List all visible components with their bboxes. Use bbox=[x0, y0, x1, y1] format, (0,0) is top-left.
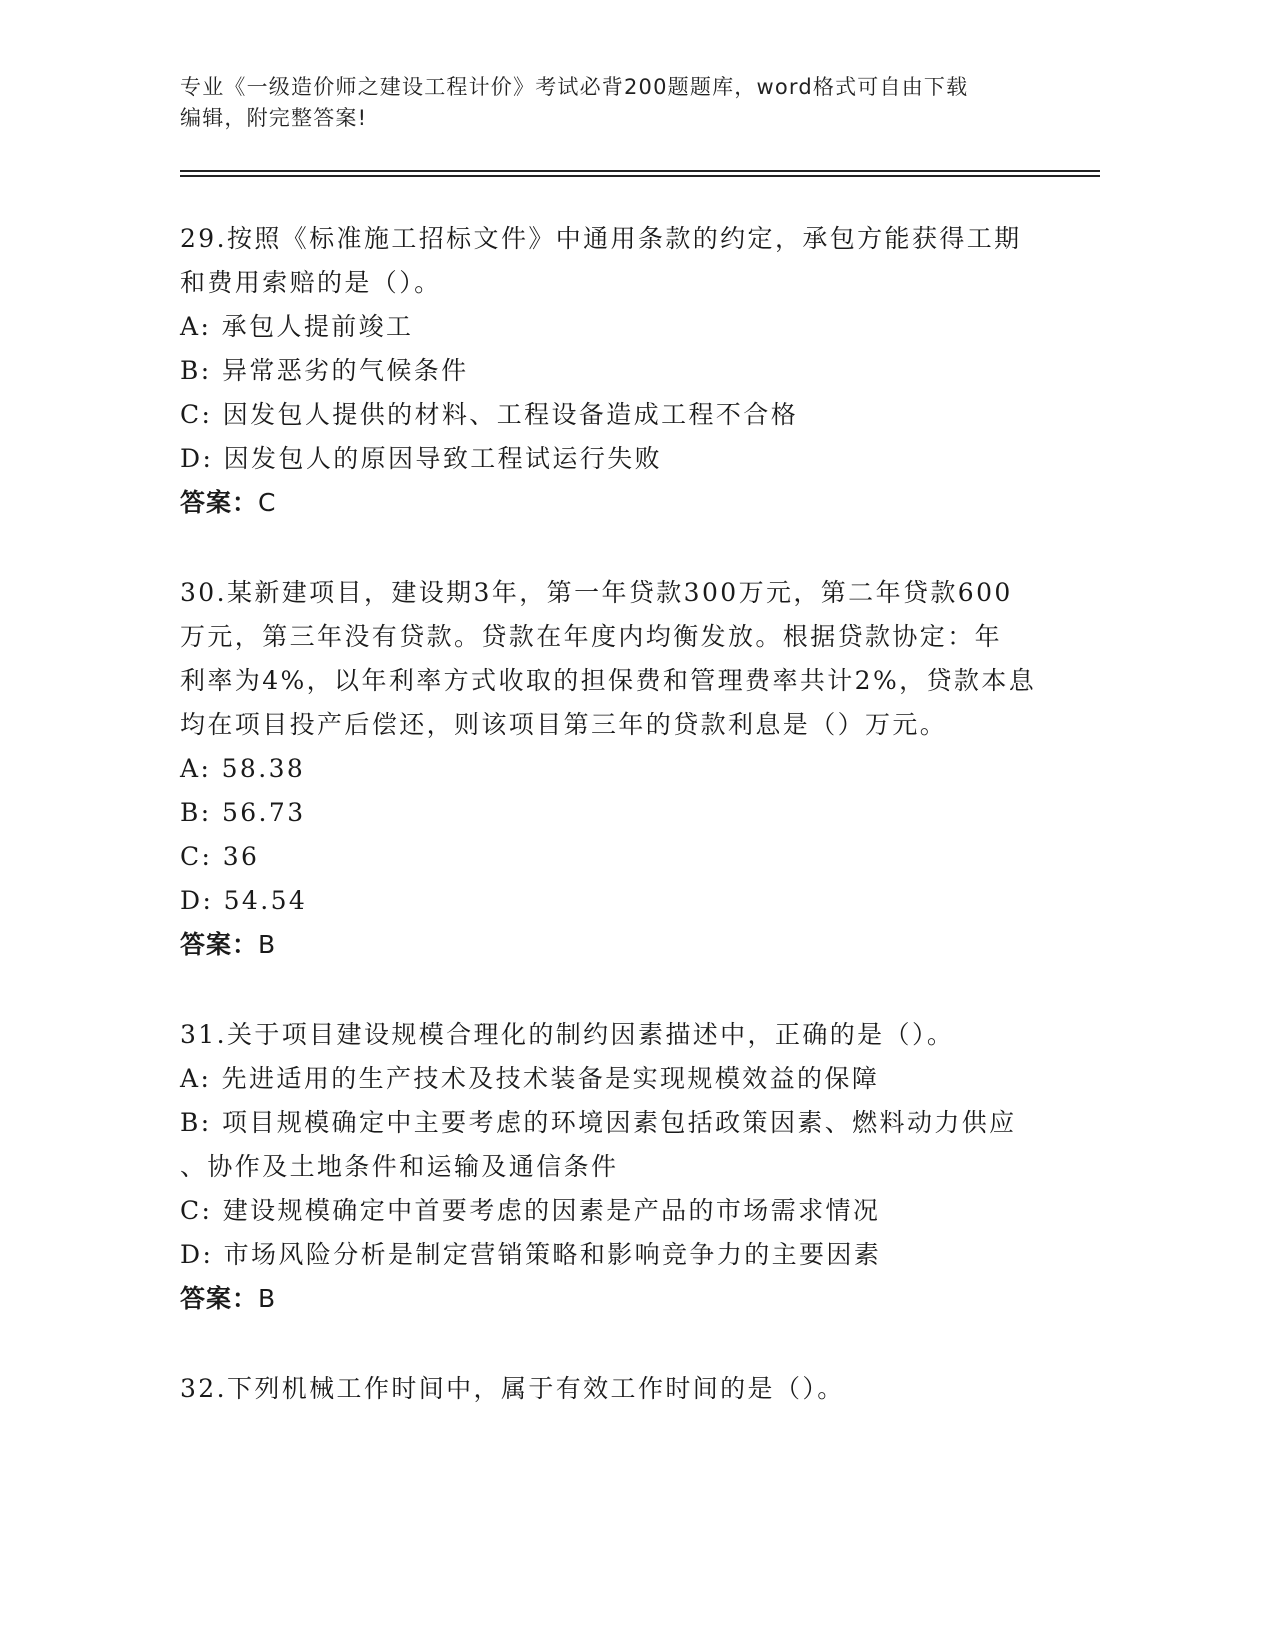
header-divider bbox=[180, 170, 1100, 177]
option-a: A: 先进适用的生产技术及技术装备是实现规模效益的保障 bbox=[180, 1064, 880, 1093]
header-line-2: 编辑，附完整答案! bbox=[180, 106, 368, 130]
answer-label: 答案： bbox=[180, 488, 259, 517]
option-c: C: 建设规模确定中首要考虑的因素是产品的市场需求情况 bbox=[180, 1196, 881, 1225]
option-c: C: 36 bbox=[180, 842, 260, 871]
answer-line bbox=[180, 923, 1100, 967]
question-31 bbox=[180, 1013, 1100, 1321]
answer-line bbox=[180, 481, 1100, 525]
option-b: B: 项目规模确定中主要考虑的环境因素包括政策因素、燃料动力供应 bbox=[180, 1108, 1017, 1137]
divider-line bbox=[180, 175, 1100, 177]
option-d: D: 市场风险分析是制定营销策略和影响竞争力的主要因素 bbox=[180, 1240, 882, 1269]
answer-value: B bbox=[258, 1284, 277, 1313]
option-b-continued: 、协作及土地条件和运输及通信条件 bbox=[180, 1152, 619, 1181]
question-29 bbox=[180, 217, 1100, 525]
option-a: A: 承包人提前竣工 bbox=[180, 312, 414, 341]
question-32 bbox=[180, 1367, 1100, 1411]
question-list bbox=[180, 217, 1100, 1411]
option-a: A: 58.38 bbox=[180, 754, 306, 783]
question-stem: 31.关于项目建设规模合理化的制约因素描述中，正确的是（）。 bbox=[180, 1020, 955, 1049]
question-stem: 利率为4%，以年利率方式收取的担保费和管理费率共计2%，贷款本息 bbox=[180, 666, 1037, 695]
document-page bbox=[180, 72, 1100, 1457]
option-d: D: 54.54 bbox=[180, 886, 308, 915]
option-d: D: 因发包人的原因导致工程试运行失败 bbox=[180, 444, 663, 473]
question-stem: 32.下列机械工作时间中，属于有效工作时间的是（）。 bbox=[180, 1374, 845, 1403]
answer-value: C bbox=[258, 488, 277, 517]
divider-line bbox=[180, 170, 1100, 172]
question-stem: 均在项目投产后偿还，则该项目第三年的贷款利息是（）万元。 bbox=[180, 710, 948, 739]
question-stem: 万元，第三年没有贷款。贷款在年度内均衡发放。根据贷款协定：年 bbox=[180, 622, 1003, 651]
option-b: B: 异常恶劣的气候条件 bbox=[180, 356, 469, 385]
answer-label: 答案： bbox=[180, 930, 259, 959]
header-line-1: 专业《一级造价师之建设工程计价》考试必背200题题库，word格式可自由下载 bbox=[180, 75, 969, 99]
answer-label: 答案： bbox=[180, 1284, 259, 1313]
option-c: C: 因发包人提供的材料、工程设备造成工程不合格 bbox=[180, 400, 799, 429]
question-30 bbox=[180, 571, 1100, 967]
answer-value: B bbox=[258, 930, 277, 959]
question-stem: 和费用索赔的是（）。 bbox=[180, 268, 442, 297]
document-header bbox=[180, 72, 1100, 134]
question-stem: 29.按照《标准施工招标文件》中通用条款的约定，承包方能获得工期 bbox=[180, 224, 1022, 253]
question-stem: 30.某新建项目，建设期3年，第一年贷款300万元，第二年贷款600 bbox=[180, 578, 1013, 607]
answer-line bbox=[180, 1277, 1100, 1321]
option-b: B: 56.73 bbox=[180, 798, 306, 827]
